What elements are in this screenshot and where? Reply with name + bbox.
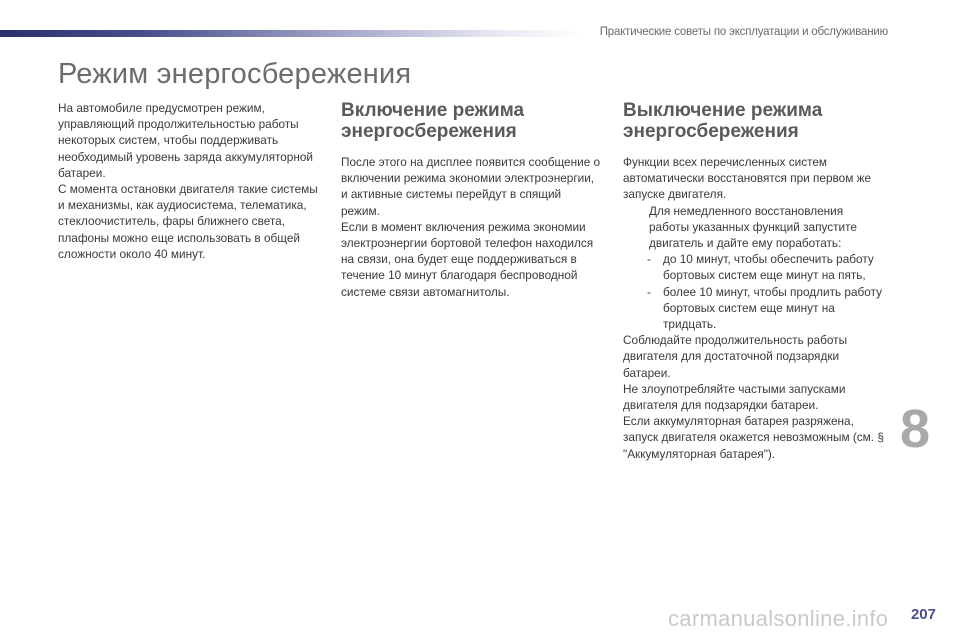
activation-paragraph: После этого на дисплее появится сообщение о включении режима экономии электроэнергии, и активные системы перейдут в спящий режим.	[341, 155, 601, 218]
intro-paragraph: С момента остановки двигателя такие системы и механизмы, как аудиосистема, телематика, стеклоочиститель, фары ближнего света, плафоны можно еще использовать в общей сложности около 40 минут.	[58, 182, 318, 261]
deactivation-heading: Выключение режима энергосбережения	[623, 100, 823, 142]
dash-item	[623, 251, 885, 283]
activation-paragraph: Если в момент включения режима экономии электроэнергии бортовой телефон находился на связи, она будет еще поддерживаться в течение 10 минут благодаря беспроводной системе связи автомагнитолы.	[341, 219, 594, 299]
dash-text: более 10 минут, чтобы продлить работу бортовых систем еще минут на тридцать.	[663, 284, 883, 332]
bullet-text: Для немедленного восстановления работы указанных функций запустите двигатель и дайте ему поработать:	[649, 203, 857, 251]
dash-marker: -	[647, 284, 651, 299]
dash-item	[623, 284, 885, 333]
header-section-title: Практические советы по эксплуатации и обслуживанию	[599, 26, 888, 38]
activation-heading: Включение режима энергосбережения	[341, 100, 525, 142]
page-number: 207	[910, 606, 936, 623]
dash-marker: -	[647, 252, 651, 267]
activation-column	[341, 100, 603, 300]
deactivation-paragraph: Функции всех перечисленных систем автоматически восстановятся при первом же запуске двигателя.	[623, 155, 872, 202]
page-title: Режим энергосбережения	[58, 58, 412, 90]
deactivation-paragraph: Соблюдайте продолжительность работы двигателя для достаточной подзарядки батареи.	[623, 333, 848, 380]
deactivation-paragraph: Не злоупотребляйте частыми запусками двигателя для подзарядки батареи.	[623, 381, 846, 413]
deactivation-paragraph: Если аккумуляторная батарея разряжена, запуск двигателя окажется невозможным (см. § "Аккумуляторная батарея").	[623, 414, 884, 461]
header-decorative-bar	[0, 30, 580, 37]
watermark: carmanualsonline.info	[668, 606, 889, 631]
dash-text: до 10 минут, чтобы обеспечить работу бортовых систем еще минут на пять,	[663, 252, 874, 283]
intro-column	[58, 100, 320, 262]
deactivation-column	[623, 100, 885, 462]
bullet-item	[623, 203, 885, 252]
intro-paragraph: На автомобиле предусмотрен режим, управляющий продолжительностью работы некоторых систем, чтобы поддерживать необходимый уровень заряда аккумуляторной батареи.	[58, 101, 314, 180]
chapter-number: 8	[900, 399, 931, 459]
